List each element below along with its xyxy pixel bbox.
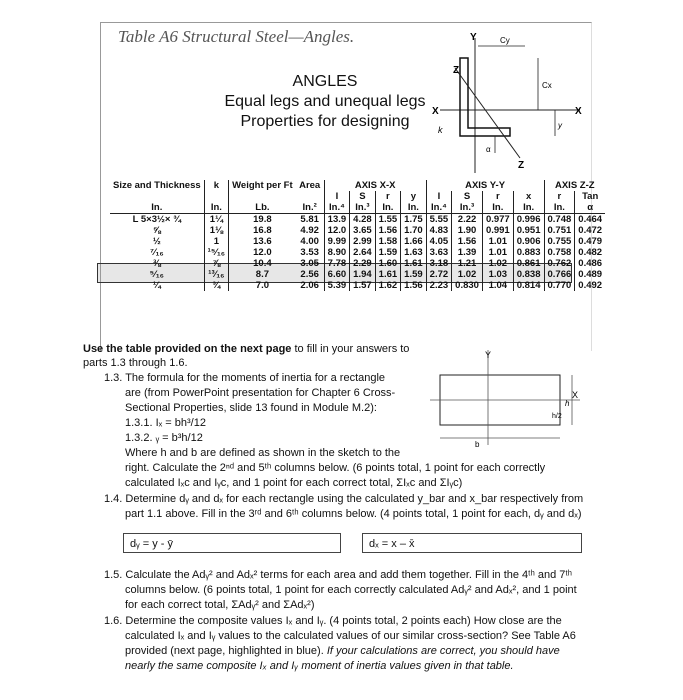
table-cell: 1.02 [452, 269, 483, 280]
hdr-i-yy: I [426, 191, 452, 202]
table-cell: 0.830 [452, 280, 483, 291]
table-cell: 0.482 [575, 247, 605, 258]
table-cell: ¹⁵⁄₁₆ [204, 247, 228, 258]
sketch-label-x: X [572, 390, 579, 400]
table-cell: 1.66 [401, 236, 427, 247]
table-row [110, 247, 605, 258]
table-cell: 1.63 [401, 247, 427, 258]
angle-properties-table [110, 180, 605, 291]
unit-cell: In. [544, 202, 575, 214]
table-cell: 2.22 [452, 214, 483, 226]
table-cell: 8.90 [324, 247, 350, 258]
table-cell: 0.838 [513, 269, 544, 280]
heading-line-2: Equal legs and unequal legs [224, 93, 426, 110]
table-cell: 3.05 [300, 258, 319, 269]
table-cell: 3.65 [350, 225, 376, 236]
col-size: Size and Thickness [113, 180, 201, 191]
table-cell: 9.99 [324, 236, 350, 247]
heading-line-1: ANGLES [292, 73, 358, 90]
table-cell: 0.762 [544, 258, 575, 269]
label-cx: Cx [542, 81, 552, 90]
table-cell: 4.28 [350, 214, 376, 226]
col-axis-xx: AXIS X-X [324, 180, 426, 191]
table-cell: 1.55 [375, 214, 401, 226]
table-cell: 0.951 [513, 225, 544, 236]
label-y-small: y [558, 121, 562, 130]
unit-cell: In.³ [452, 202, 483, 214]
table-cell: 5.55 [426, 214, 452, 226]
q13-formula-1: 1.3.1. Iₓ = bh³/12 [125, 417, 206, 429]
table-cell: 1.94 [350, 269, 376, 280]
unit-cell: α [575, 202, 605, 214]
table-cell: 2.72 [426, 269, 452, 280]
unit-cell: In. [375, 202, 401, 214]
table-row [110, 214, 605, 226]
hdr-s-yy: S [452, 191, 483, 202]
table-cell: 1.61 [401, 258, 427, 269]
q13-line-2: are (from PowerPoint presentation for Chapter 6 Cross- [125, 387, 396, 399]
table-cell: 0.758 [544, 247, 575, 258]
hdr-r-zz: r [544, 191, 575, 202]
table-cell: 0.748 [544, 214, 575, 226]
table-cell: 2.99 [350, 236, 376, 247]
angle-section-drawing [420, 28, 590, 178]
q13-formula-2: 1.3.2. ᵧ = b³h/12 [125, 432, 203, 444]
unit-cell: In.⁴ [324, 202, 350, 214]
sketch-label-h: h [565, 399, 570, 408]
table-cell: 2.64 [350, 247, 376, 258]
table-row [110, 280, 605, 291]
label-k: k [438, 125, 443, 135]
table-cell: 0.883 [513, 247, 544, 258]
heading-line-3: Properties for designing [240, 113, 410, 130]
table-cell: ¼ [152, 280, 161, 291]
table-cell: 1.57 [350, 280, 376, 291]
hdr-r-yy: r [482, 191, 513, 202]
table-cell: 0.486 [575, 258, 605, 269]
q16-line-2: calculated Iₓ and Iᵧ values to the calculated values of our similar cross-section? See Table A6 [125, 630, 576, 642]
q13-line-6: Where h and b are defined as shown in the sketch to the [125, 447, 401, 459]
table-cell: 0.996 [513, 214, 544, 226]
col-axis-zz: AXIS Z-Z [544, 180, 605, 191]
table-cell: 4.05 [426, 236, 452, 247]
table-cell: 0.755 [544, 236, 575, 247]
table-cell: 4.00 [300, 236, 319, 247]
q16-line-1: 1.6. Determine the composite values Iₓ and Iᵧ. (4 points total, 2 points each) How close are the [104, 615, 562, 627]
label-z-top: Z [453, 65, 460, 76]
table-cell: 1.21 [452, 258, 483, 269]
table-cell: ⅜ [152, 258, 161, 269]
table-cell: 2.29 [350, 258, 376, 269]
q16-line-3 [125, 644, 560, 658]
table-cell: ¾ [204, 280, 228, 291]
q13-line-7: right. Calculate the 2ⁿᵈ and 5ᵗʰ columns below. (6 points total, 1 point for each correctly [125, 462, 546, 474]
unit-cell: In. [110, 202, 204, 214]
unit-cell: In.³ [350, 202, 376, 214]
q13-line-1: 1.3. The formula for the moments of inertia for a rectangle [104, 372, 386, 384]
dy-formula-box: dᵧ = y - ȳ [123, 533, 341, 553]
table-cell: 0.906 [513, 236, 544, 247]
table-cell: 0.770 [544, 280, 575, 291]
table-cell: 3.18 [426, 258, 452, 269]
col-axis-yy: AXIS Y-Y [426, 180, 544, 191]
q15-line-2: columns below. (6 points total, 1 point for each correctly calculated Adᵧ² and Adₓ², and 1 point [125, 584, 577, 596]
q15-line-1: 1.5. Calculate the Adᵧ² and Adₓ² terms for each area and add them together. Fill in the 4ᵗʰ and 7ᵗʰ [104, 569, 573, 581]
rectangle-sketch [430, 350, 590, 450]
table-cell: 0.479 [575, 236, 605, 247]
table-cell: ½ [152, 236, 161, 247]
table-cell: ⁷⁄₁₆ [149, 247, 164, 258]
table-cell: 2.06 [300, 280, 319, 291]
table-cell: 0.464 [575, 214, 605, 226]
col-k: k [204, 180, 228, 191]
unit-cell: Lb. [229, 202, 296, 214]
table-cell: 1.58 [375, 236, 401, 247]
table-cell: 1.02 [482, 258, 513, 269]
table-cell: 0.766 [544, 269, 575, 280]
q14-line-1: 1.4. Determine dᵧ and dₓ for each rectangle using the calculated y_bar and x_bar respectively from [104, 493, 584, 505]
table-cell: 1⅛ [204, 225, 228, 236]
hdr-tan: Tan [575, 191, 605, 202]
table-cell: 16.8 [229, 225, 296, 236]
table-row [110, 225, 605, 236]
table-cell: 1.56 [452, 236, 483, 247]
intro-rest: to fill in your answers to [291, 343, 410, 355]
intro-line-1 [83, 342, 409, 356]
table-cell: 3.53 [300, 247, 319, 258]
hdr-i-xx: I [324, 191, 350, 202]
sketch-label-h2: h/2 [552, 413, 562, 420]
hdr-r-xx: r [375, 191, 401, 202]
table-cell: 0.492 [575, 280, 605, 291]
table-units-row [110, 202, 605, 214]
table-cell: 4.92 [300, 225, 319, 236]
table-cell: 1.59 [375, 247, 401, 258]
label-alpha: α [486, 145, 491, 154]
table-cell: 7.0 [229, 280, 296, 291]
table-cell: 2.56 [300, 269, 319, 280]
table-cell: 0.472 [575, 225, 605, 236]
table-row [110, 269, 605, 280]
hdr-s-xx: S [350, 191, 376, 202]
unit-cell: In.⁴ [426, 202, 452, 214]
table-cell: 1.04 [482, 280, 513, 291]
unit-cell: In. [513, 202, 544, 214]
table-cell: 0.814 [513, 280, 544, 291]
table-cell: 1.75 [401, 214, 427, 226]
table-row [110, 258, 605, 269]
table-cell: 1.01 [482, 247, 513, 258]
table-cell: ¹³⁄₁₆ [204, 269, 228, 280]
label-y-axis: Y [470, 32, 477, 43]
unit-cell: In. [204, 202, 228, 214]
table-cell: 0.977 [482, 214, 513, 226]
q14-line-2: part 1.1 above. Fill in the 3ʳᵈ and 6ᵗʰ columns below. (4 points total, 1 point for each, dᵧ and dₓ) [125, 508, 582, 520]
hdr-x: x [513, 191, 544, 202]
table-cell: 1.39 [452, 247, 483, 258]
table-header-row-2 [110, 191, 605, 202]
sketch-label-y: Y [485, 350, 492, 360]
table-header-row-1 [110, 180, 605, 191]
q16-italic: If your calculations are correct, you should have [326, 645, 560, 657]
table-cell: 10.4 [229, 258, 296, 269]
table-row [110, 236, 605, 247]
table-cell: 1¼ [204, 214, 228, 226]
table-caption: Table A6 Structural Steel—Angles. [118, 27, 355, 46]
table-cell: 1.61 [375, 269, 401, 280]
unit-cell: In. [401, 202, 427, 214]
q15-line-3: for each correct total, ΣAdᵧ² and ΣAdₓ²) [125, 599, 315, 611]
q16-line-3-text: provided (next page, highlighted in blue). [125, 645, 327, 657]
table-cell: 12.0 [229, 247, 296, 258]
table-cell: 4.83 [426, 225, 452, 236]
table-cell: 5.81 [300, 214, 319, 225]
table-cell: 0.991 [482, 225, 513, 236]
table-cell: 5.39 [324, 280, 350, 291]
table-cell: 1.03 [482, 269, 513, 280]
dx-formula-box: dₓ = x – x̄ [362, 533, 582, 553]
table-cell: 19.8 [229, 214, 296, 226]
table-body [110, 214, 605, 292]
hdr-y: y [401, 191, 427, 202]
table-cell: 2.23 [426, 280, 452, 291]
sketch-label-b: b [475, 440, 480, 449]
unit-cell: In. [482, 202, 513, 214]
table-cell: 1.01 [482, 236, 513, 247]
table-cell: 1.62 [375, 280, 401, 291]
intro-line-2: parts 1.3 through 1.6. [83, 357, 188, 369]
table-cell: 1.60 [375, 258, 401, 269]
table-cell: ⁵⁄₁₆ [149, 269, 164, 280]
table-cell: L 5×3½× ¾ [132, 214, 182, 225]
table-cell: 0.861 [513, 258, 544, 269]
col-area: Area [299, 180, 321, 191]
unit-cell: In.² [296, 202, 325, 214]
q13-line-3: Sectional Properties, slide 13 found in Module M.2): [125, 402, 377, 414]
table-cell: 13.6 [229, 236, 296, 247]
label-x-right: X [575, 106, 582, 117]
table-cell: 1 [204, 236, 228, 247]
table-cell: ⅞ [204, 258, 228, 269]
table-cell: 3.63 [426, 247, 452, 258]
col-weight: Weight per Ft [229, 180, 296, 191]
table-cell: 7.78 [324, 258, 350, 269]
table-cell: 1.56 [401, 280, 427, 291]
table-cell: 6.60 [324, 269, 350, 280]
table-cell: 8.7 [229, 269, 296, 280]
q16-line-4: nearly the same composite Iₓ and Iᵧ moment of inertia values given in that table. [125, 660, 514, 672]
q13-line-8: calculated Iₓc and Iᵧc, and 1 point for each correct total, ΣIₓc and ΣIᵧc) [125, 477, 463, 489]
label-cy: Cy [500, 36, 510, 45]
label-x-left: X [432, 106, 439, 117]
table-cell: 0.489 [575, 269, 605, 280]
table-cell: 1.70 [401, 225, 427, 236]
label-z-bottom: Z [518, 160, 525, 171]
table-cell: 1.56 [375, 225, 401, 236]
intro-bold: Use the table provided on the next page [83, 343, 292, 355]
table-cell: 1.59 [401, 269, 427, 280]
table-cell: 12.0 [324, 225, 350, 236]
table-cell: ⅝ [152, 225, 161, 236]
table-cell: 1.90 [452, 225, 483, 236]
table-cell: 13.9 [324, 214, 350, 226]
table-cell: 0.751 [544, 225, 575, 236]
